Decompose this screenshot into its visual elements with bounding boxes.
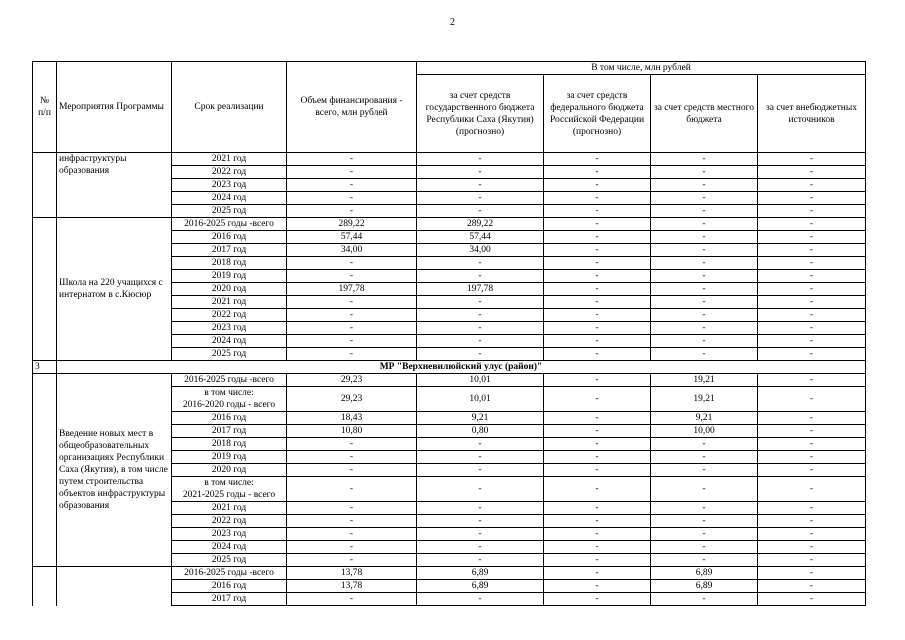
term-cell: 2024 год	[172, 192, 287, 205]
extra-cell: -	[758, 425, 866, 438]
local-cell: -	[651, 451, 758, 464]
federal-cell: -	[544, 309, 651, 322]
total-cell: -	[287, 477, 417, 502]
extra-cell: -	[758, 387, 866, 412]
state-cell: 10,01	[417, 387, 544, 412]
state-cell: -	[417, 296, 544, 309]
state-cell: -	[417, 528, 544, 541]
header-col-federal: за счет средств федерального бюджета Российской Федерации (прогнозно)	[544, 75, 651, 153]
table-row	[33, 218, 866, 231]
state-cell: -	[417, 309, 544, 322]
federal-cell: -	[544, 218, 651, 231]
term-cell: 2022 год	[172, 515, 287, 528]
activity-name: Введение новых мест в общеобразовательных организациях Республики Саха (Якутия), в том числе путем строительства объектов инфраструктуры образования	[57, 374, 172, 567]
local-cell: -	[651, 593, 758, 606]
state-cell: -	[417, 179, 544, 192]
state-cell: -	[417, 515, 544, 528]
extra-cell: -	[758, 322, 866, 335]
state-cell: 6,89	[417, 567, 544, 580]
local-cell: -	[651, 153, 758, 166]
state-cell: -	[417, 464, 544, 477]
section-row	[33, 361, 866, 374]
extra-cell: -	[758, 218, 866, 231]
state-cell: -	[417, 166, 544, 179]
term-cell: 2019 год	[172, 451, 287, 464]
total-cell: -	[287, 335, 417, 348]
local-cell: -	[651, 528, 758, 541]
local-cell: -	[651, 335, 758, 348]
local-cell: -	[651, 166, 758, 179]
total-cell: -	[287, 541, 417, 554]
total-cell: -	[287, 322, 417, 335]
activity-name: Школа на 220 учащихся с интернатом в с.Кюсюр	[57, 218, 172, 361]
extra-cell: -	[758, 244, 866, 257]
state-cell: -	[417, 554, 544, 567]
local-cell: -	[651, 218, 758, 231]
total-cell: -	[287, 179, 417, 192]
header-col-term: Срок реализации	[172, 62, 287, 153]
term-cell: 2016 год	[172, 231, 287, 244]
term-cell	[172, 477, 287, 502]
state-cell: 6,89	[417, 580, 544, 593]
state-cell: -	[417, 192, 544, 205]
local-cell: -	[651, 554, 758, 567]
extra-cell: -	[758, 515, 866, 528]
term-cell: 2017 год	[172, 244, 287, 257]
local-cell: -	[651, 231, 758, 244]
total-cell: 29,23	[287, 387, 417, 412]
local-cell: -	[651, 309, 758, 322]
extra-cell: -	[758, 567, 866, 580]
term-cell: 2017 год	[172, 593, 287, 606]
local-cell: -	[651, 515, 758, 528]
extra-cell: -	[758, 270, 866, 283]
federal-cell: -	[544, 554, 651, 567]
state-cell: -	[417, 205, 544, 218]
total-cell: 10,80	[287, 425, 417, 438]
state-cell: -	[417, 438, 544, 451]
header-col-state: за счет средств государственного бюджета Республики Саха (Якутия) (прогнозно)	[417, 75, 544, 153]
local-cell: -	[651, 541, 758, 554]
federal-cell: -	[544, 283, 651, 296]
row-number	[33, 153, 57, 218]
federal-cell: -	[544, 438, 651, 451]
extra-cell: -	[758, 477, 866, 502]
local-cell: -	[651, 192, 758, 205]
extra-cell: -	[758, 166, 866, 179]
extra-cell: -	[758, 502, 866, 515]
term-cell: 2025 год	[172, 205, 287, 218]
term-cell: 2016-2025 годы -всего	[172, 374, 287, 387]
extra-cell: -	[758, 205, 866, 218]
federal-cell: -	[544, 580, 651, 593]
term-cell: 2016 год	[172, 580, 287, 593]
federal-cell: -	[544, 387, 651, 412]
federal-cell: -	[544, 502, 651, 515]
federal-cell: -	[544, 528, 651, 541]
federal-cell: -	[544, 567, 651, 580]
total-cell: -	[287, 257, 417, 270]
header-col-group: В том числе, млн рублей	[417, 62, 866, 75]
section-number: 3	[33, 361, 57, 374]
state-cell: -	[417, 477, 544, 502]
term-cell: 2025 год	[172, 554, 287, 567]
local-cell: 19,21	[651, 387, 758, 412]
federal-cell: -	[544, 477, 651, 502]
activity-name	[57, 567, 172, 606]
state-cell: 0,80	[417, 425, 544, 438]
section-title: МР "Верхневилюйский улус (район)"	[57, 361, 866, 374]
total-cell: -	[287, 593, 417, 606]
state-cell: -	[417, 593, 544, 606]
total-cell: -	[287, 309, 417, 322]
header-col-extra: за счет внебюджетных источников	[758, 75, 866, 153]
activity-name: инфраструктуры образования	[57, 153, 172, 218]
extra-cell: -	[758, 283, 866, 296]
local-cell: -	[651, 348, 758, 361]
extra-cell: -	[758, 257, 866, 270]
state-cell: 9,21	[417, 412, 544, 425]
local-cell: 9,21	[651, 412, 758, 425]
federal-cell: -	[544, 335, 651, 348]
extra-cell: -	[758, 580, 866, 593]
local-cell: 10,00	[651, 425, 758, 438]
extra-cell: -	[758, 296, 866, 309]
federal-cell: -	[544, 425, 651, 438]
total-cell: -	[287, 438, 417, 451]
total-cell: -	[287, 166, 417, 179]
local-cell: -	[651, 270, 758, 283]
local-cell: -	[651, 244, 758, 257]
term-cell: 2022 год	[172, 166, 287, 179]
header-col-activity: Мероприятия Программы	[57, 62, 172, 153]
extra-cell: -	[758, 593, 866, 606]
row-number	[33, 567, 57, 606]
term-cell: 2016 год	[172, 412, 287, 425]
total-cell: 289,22	[287, 218, 417, 231]
term-cell: 2017 год	[172, 425, 287, 438]
state-cell: -	[417, 541, 544, 554]
extra-cell: -	[758, 554, 866, 567]
federal-cell: -	[544, 593, 651, 606]
local-cell: -	[651, 205, 758, 218]
extra-cell: -	[758, 412, 866, 425]
local-cell: 6,89	[651, 567, 758, 580]
extra-cell: -	[758, 231, 866, 244]
state-cell: -	[417, 153, 544, 166]
federal-cell: -	[544, 412, 651, 425]
federal-cell: -	[544, 179, 651, 192]
total-cell: -	[287, 451, 417, 464]
federal-cell: -	[544, 464, 651, 477]
extra-cell: -	[758, 451, 866, 464]
financing-table	[32, 61, 866, 606]
page-number: 2	[450, 17, 455, 28]
total-cell: 34,00	[287, 244, 417, 257]
total-cell: -	[287, 192, 417, 205]
total-cell: 13,78	[287, 580, 417, 593]
extra-cell: -	[758, 438, 866, 451]
extra-cell: -	[758, 528, 866, 541]
term-cell: 2023 год	[172, 528, 287, 541]
term-cell: 2018 год	[172, 257, 287, 270]
local-cell: -	[651, 502, 758, 515]
total-cell: -	[287, 515, 417, 528]
term-cell: 2018 год	[172, 438, 287, 451]
term-cell: 2021 год	[172, 296, 287, 309]
term-line: в том числе:	[204, 388, 254, 398]
term-cell: 2016-2025 годы -всего	[172, 567, 287, 580]
extra-cell: -	[758, 153, 866, 166]
local-cell: -	[651, 257, 758, 270]
state-cell: -	[417, 257, 544, 270]
state-cell: -	[417, 502, 544, 515]
extra-cell: -	[758, 309, 866, 322]
term-cell: 2023 год	[172, 322, 287, 335]
extra-cell: -	[758, 374, 866, 387]
total-cell: -	[287, 270, 417, 283]
term-cell: 2023 год	[172, 179, 287, 192]
state-cell: -	[417, 322, 544, 335]
federal-cell: -	[544, 231, 651, 244]
table-row	[33, 567, 866, 580]
header-col-volume: Объем финансирования - всего, млн рублей	[287, 62, 417, 153]
total-cell: -	[287, 348, 417, 361]
federal-cell: -	[544, 192, 651, 205]
header-col-num: № п/п	[33, 62, 57, 153]
local-cell: 19,21	[651, 374, 758, 387]
state-cell: 197,78	[417, 283, 544, 296]
local-cell: -	[651, 296, 758, 309]
term-cell: 2019 год	[172, 270, 287, 283]
extra-cell: -	[758, 179, 866, 192]
table-row	[33, 374, 866, 387]
extra-cell: -	[758, 541, 866, 554]
federal-cell: -	[544, 257, 651, 270]
term-line: в том числе:	[204, 478, 254, 488]
term-cell: 2020 год	[172, 283, 287, 296]
state-cell: -	[417, 270, 544, 283]
header-col-local: за счет средств местного бюджета	[651, 75, 758, 153]
local-cell: -	[651, 477, 758, 502]
extra-cell: -	[758, 464, 866, 477]
term-cell	[172, 387, 287, 412]
federal-cell: -	[544, 296, 651, 309]
header-row-1	[33, 62, 866, 75]
local-cell: -	[651, 438, 758, 451]
federal-cell: -	[544, 153, 651, 166]
state-cell: -	[417, 348, 544, 361]
term-cell: 2016-2025 годы -всего	[172, 218, 287, 231]
federal-cell: -	[544, 322, 651, 335]
total-cell: -	[287, 153, 417, 166]
term-cell: 2022 год	[172, 309, 287, 322]
term-line: 2021-2025 годы - всего	[182, 490, 276, 500]
extra-cell: -	[758, 335, 866, 348]
local-cell: -	[651, 283, 758, 296]
federal-cell: -	[544, 348, 651, 361]
total-cell: 197,78	[287, 283, 417, 296]
federal-cell: -	[544, 166, 651, 179]
state-cell: 289,22	[417, 218, 544, 231]
term-cell: 2025 год	[172, 348, 287, 361]
state-cell: -	[417, 451, 544, 464]
total-cell: -	[287, 205, 417, 218]
total-cell: -	[287, 554, 417, 567]
local-cell: -	[651, 179, 758, 192]
total-cell: 29,23	[287, 374, 417, 387]
federal-cell: -	[544, 270, 651, 283]
term-cell: 2024 год	[172, 335, 287, 348]
federal-cell: -	[544, 451, 651, 464]
term-cell: 2020 год	[172, 464, 287, 477]
row-number	[33, 374, 57, 567]
total-cell: -	[287, 502, 417, 515]
extra-cell: -	[758, 348, 866, 361]
local-cell: -	[651, 464, 758, 477]
state-cell: 34,00	[417, 244, 544, 257]
local-cell: 6,89	[651, 580, 758, 593]
federal-cell: -	[544, 374, 651, 387]
total-cell: -	[287, 528, 417, 541]
federal-cell: -	[544, 205, 651, 218]
local-cell: -	[651, 322, 758, 335]
total-cell: 57,44	[287, 231, 417, 244]
federal-cell: -	[544, 244, 651, 257]
term-cell: 2021 год	[172, 153, 287, 166]
row-number	[33, 218, 57, 361]
term-cell: 2021 год	[172, 502, 287, 515]
extra-cell: -	[758, 192, 866, 205]
total-cell: 13,78	[287, 567, 417, 580]
federal-cell: -	[544, 541, 651, 554]
federal-cell: -	[544, 515, 651, 528]
state-cell: 57,44	[417, 231, 544, 244]
total-cell: -	[287, 296, 417, 309]
total-cell: -	[287, 464, 417, 477]
term-line: 2016-2020 годы - всего	[182, 400, 276, 410]
total-cell: 18,43	[287, 412, 417, 425]
table-row	[33, 153, 866, 166]
state-cell: 10,01	[417, 374, 544, 387]
term-cell: 2024 год	[172, 541, 287, 554]
state-cell: -	[417, 335, 544, 348]
